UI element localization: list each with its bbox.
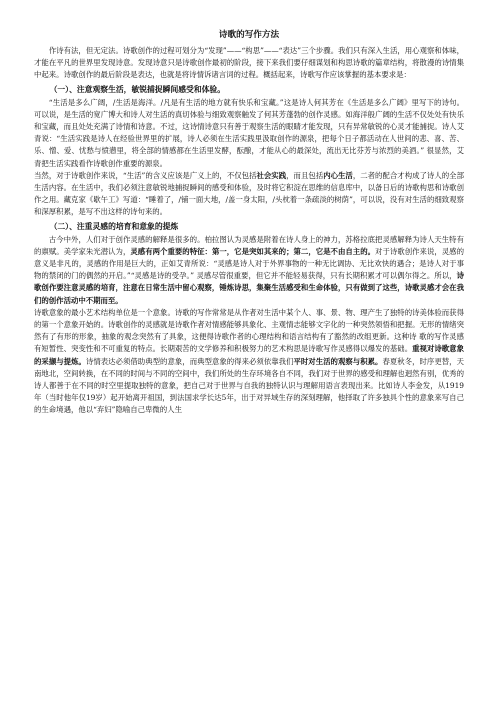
section-1-paragraph-2 <box>34 170 464 219</box>
bold-phrase: 诗歌创作要注意灵感的培育，注意在日常生活中留心观察，锤炼诗思，集聚生活感受和生命体验，只有做到了这些，诗歌灵感才会在我们的创作活动中不期而至。 <box>34 271 464 305</box>
section-2-paragraph-2 <box>34 307 464 417</box>
text-run: 春夏秋冬，时序更替，天南地北，空间转换，在不同的时间与不同的空间中，我们所处的生存环境各自不同，我们对于世界的感受和理解也迥然有别，优秀的诗人都善于在不同的时空里提取独特的意象，把自己对于世界与自我的独特认识与理解用语言表现出来。比如诗人李金发，从1919年（当时他年仅19岁）起开始离开祖国，到法国求学长达5年，出于对异域生存的深刻理解，他择取了许多独具个性的意象来写自己的生命境遇，他以“弃妇”隐喻自己卑微的人生 <box>34 356 464 415</box>
text-run: ，而且包括 <box>286 170 324 180</box>
bold-phrase: 平时对生活的观察与积累。 <box>293 356 383 366</box>
bold-phrase: 灵感有两个重要的特征：第一，它是突如其来的；第二，它是不由自主的。 <box>130 246 376 256</box>
text-run: 古今中外，人们对于创作灵感的解释是很多的。柏拉图认为灵感是附着在诗人身上的神力，苏格拉底把灵感解释为诗人天生特有的禀赋。美学家朱光潜认为， <box>34 234 464 256</box>
section-1-heading: （一）、注意观察生活，敏锐捕捉瞬间感受和体验。 <box>49 84 226 94</box>
section-1-paragraph-1: “生活是多么广阔，/生活是海洋。/凡是有生活的地方就有快乐和宝藏。”这是诗人何其芳在《生活是多么广阔》里写下的诗句。可以说，是生活的宽广博大和诗人对生活的真切体验与细致观察触发了何其芳蓬勃的创作灵感。如海洋般广阔的生活不仅处处有快乐和宝藏，而且处处充满了诗情和诗意。不过，这诗情诗意只有善于观察生活的眼睛才能发现，只有异常敏锐的心灵才能捕捉。诗人艾青说：“生活实践是诗人在经验世界里的扩展，诗人必须在生活实践里汲取创作的源泉，把每个日子都活动在人世间的悲、喜、苦、乐、憎、爱、忧愁与愤懑里，将全部的情感都在生活里发酵，酝酿，才能从心的最深处，流出无比芬芳与浓烈的美酒。” 很显然，艾青把生活实践看作诗歌创作重要的源泉。 <box>34 97 464 168</box>
section-2-heading: （二）、注重灵感的培育和意象的提炼 <box>49 221 179 231</box>
intro-paragraph: 作诗有法，但无定法。诗歌创作的过程可划分为“发现”——“构思”——“表达”三个步骤。我们只有深入生活，用心观察和体味，才能在平凡的世界里发现诗意。发现诗意只是诗歌创作最初的阶段，接下来我们要仔细谋划和构思诗歌的篇章结构，将散漫的诗情集中起来。诗歌创作的最后阶段是表达，也就是将诗情诉诸言词的过程。概括起来，诗歌写作应该掌握的基本要求是： <box>34 46 464 80</box>
text-run: 对于诗歌创作来说，灵感的意义是非凡的，灵感的作用是巨大的，正如艾青所说：“灵感是诗人对于外界事物的一种无比调协、无比欢快的遇合；是诗人对于事物的禁闭的门的偶然的开启。”“灵感是诗的受孕。” 灵感尽管很重要，但它并不能轻易获得，只有长期积累才可以偶尔得之。所以， <box>34 246 464 281</box>
text-run: 当然，对于诗歌创作来说，“生活”的含义应该是广义上的，不仅包括 <box>34 170 257 180</box>
document-title: 诗歌的写作方法 <box>218 30 280 40</box>
text-run: 诗情表达必须借助典型的意象，而典型意象的得来必须依靠我们 <box>85 356 294 366</box>
text-run: ，二者的配合才构成了诗人的全部生活内容。在生活中，我们必须注意敏锐地捕捉瞬间的感受和体验，及时将它积淀在思维的信息库中，以备日后的诗歌构思和诗歌创作之用。藏克家《歇午工》写道：“睡着了，/铺一面大地，/盖一身太阳，/头枕着一条疏淡的树荫”，可以说，没有对生活的细致观察和深厚积累，是写不出这样的诗句来的。 <box>34 170 464 217</box>
bold-phrase: 重视对诗歌意象的采撷与提炼。 <box>34 344 464 366</box>
text-run: 诗歌意象的最小艺术结构单位是一个意象。诗歌的写作常常是从作者对生活中某个人、事、景、物、理产生了独特的诗美体验而获得的第一个意象开始的。诗歌创作的灵感就是诗歌作者对情感能够具象化、主观情志能够文字化的一种突然领悟和把握。无形的情绪突然有了有形的形象，抽象的观念突然有了具象，这便得诗歌作者的心理结构和语言结构有了豁然的改组更新。这种诗 歌的写作灵感有短暂性、突变性和不可重复的特点。长期艰苦的文学修养和积极努力的艺术构思是诗歌写作灵感得以爆发的基础。 <box>34 307 464 354</box>
bold-phrase: 内心生活 <box>323 170 353 180</box>
bold-phrase: 社会实践 <box>256 170 287 180</box>
section-2-paragraph-1 <box>34 234 464 307</box>
